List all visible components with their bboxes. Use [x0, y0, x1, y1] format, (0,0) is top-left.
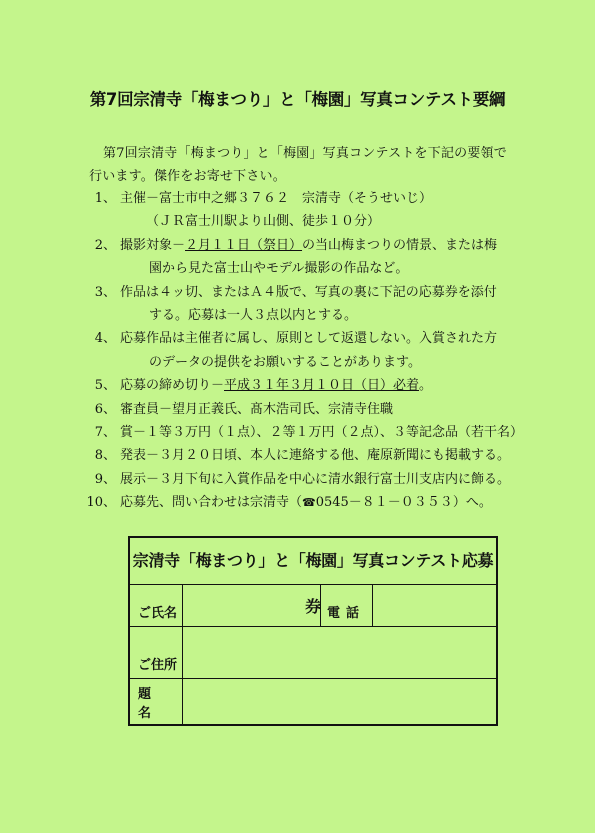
divider: [182, 679, 183, 726]
entry-coupon-form: [128, 536, 498, 726]
list-item-continuation: [0, 210, 595, 233]
list-item: [0, 468, 595, 491]
item-text: 応募の締め切り－平成３１年３月１０日（日）必着。: [120, 378, 433, 394]
item-number: 8、: [94, 448, 116, 464]
item-number: 2、: [94, 237, 116, 253]
item-number: 5、: [94, 378, 116, 394]
item-text: 応募先、問い合わせは宗清寺（☎0545－８１－０３５３）へ。: [120, 495, 492, 511]
intro-line-2: 行います。傑作をお寄せ下さい。: [89, 169, 286, 184]
list-item: [0, 491, 595, 514]
item-text: 展示－３月下旬に入賞作品を中心に清水銀行富士川支店内に飾る。: [120, 471, 511, 487]
form-title: 宗清寺「梅まつり」と「梅園」写真コンテスト応募券: [132, 551, 494, 616]
event-date: ２月１１日（祭日）: [185, 237, 303, 253]
item-text: 作品は４ッ切、またはＡ４版で、写真の裏に下記の応募券を添付: [120, 284, 497, 300]
item-text: 審査員－望月正義氏、髙木浩司氏、宗清寺住職: [120, 401, 394, 417]
list-item: [0, 374, 595, 397]
intro-line-1: 第7回宗清寺「梅まつり」と「梅園」写真コンテストを下記の要領で: [103, 146, 507, 161]
list-item-continuation: [0, 257, 595, 280]
list-item: [0, 327, 595, 350]
item-text: 応募作品は主催者に属し、原則として返還しない。入賞された方: [120, 331, 498, 347]
item-text: 賞－１等３万円（１点）、２等１万円（２点）、３等記念品（若干名）: [120, 424, 524, 440]
list-item: [0, 398, 595, 421]
form-row-address: [130, 626, 496, 678]
item-text: 発表－３月２０日頃、本人に連絡する他、庵原新聞にも掲載する。: [120, 448, 511, 464]
list-item-continuation: [0, 351, 595, 374]
name-label: ご氏名: [138, 606, 178, 621]
form-row-name-tel: [130, 584, 496, 626]
phone-icon: ☎: [302, 496, 316, 510]
divider: [372, 585, 373, 626]
list-item: [0, 444, 595, 467]
subject-label: 題名: [138, 687, 166, 721]
deadline-date: 平成３１年３月１０日（日）必着: [224, 378, 420, 394]
page-title: 第7回宗清寺「梅まつり」と「梅園」写真コンテスト要綱: [89, 90, 506, 109]
item-number: 1、: [94, 191, 116, 206]
list-item: [0, 234, 595, 257]
divider: [182, 627, 183, 678]
item-text: 園から見た富士山やモデル撮影の作品など。: [149, 261, 409, 277]
item-text: 主催－富士市中之郷３７６２ 宗清寺（そうせいじ）: [120, 191, 433, 206]
address-label: ご住所: [138, 658, 178, 673]
item-number: 6、: [94, 401, 116, 417]
form-row-subject: [130, 678, 496, 726]
list-item: [0, 421, 595, 444]
item-text: のデータの提供をお願いすることがあります。: [149, 354, 421, 370]
item-text: （ＪＲ富士川駅より山側、徒歩１０分）: [146, 214, 381, 230]
phone-number: 0545－８１－０３５３: [315, 495, 453, 511]
divider: [182, 585, 183, 626]
item-number: 3、: [94, 284, 116, 300]
list-item: [0, 187, 595, 210]
item-number: 4、: [94, 331, 116, 347]
intro-text: [89, 142, 523, 188]
list-item-continuation: [0, 304, 595, 327]
item-number: 10、: [86, 495, 116, 511]
list-item: [0, 281, 595, 304]
tel-label: 電話: [326, 606, 365, 621]
item-number: 7、: [94, 424, 116, 440]
item-text: する。応募は一人３点以内とする。: [149, 307, 358, 323]
guideline-list: [0, 187, 595, 514]
item-text: 撮影対象－２月１１日（祭日）の当山梅まつりの情景、または梅: [120, 237, 498, 253]
item-number: 9、: [94, 471, 116, 487]
